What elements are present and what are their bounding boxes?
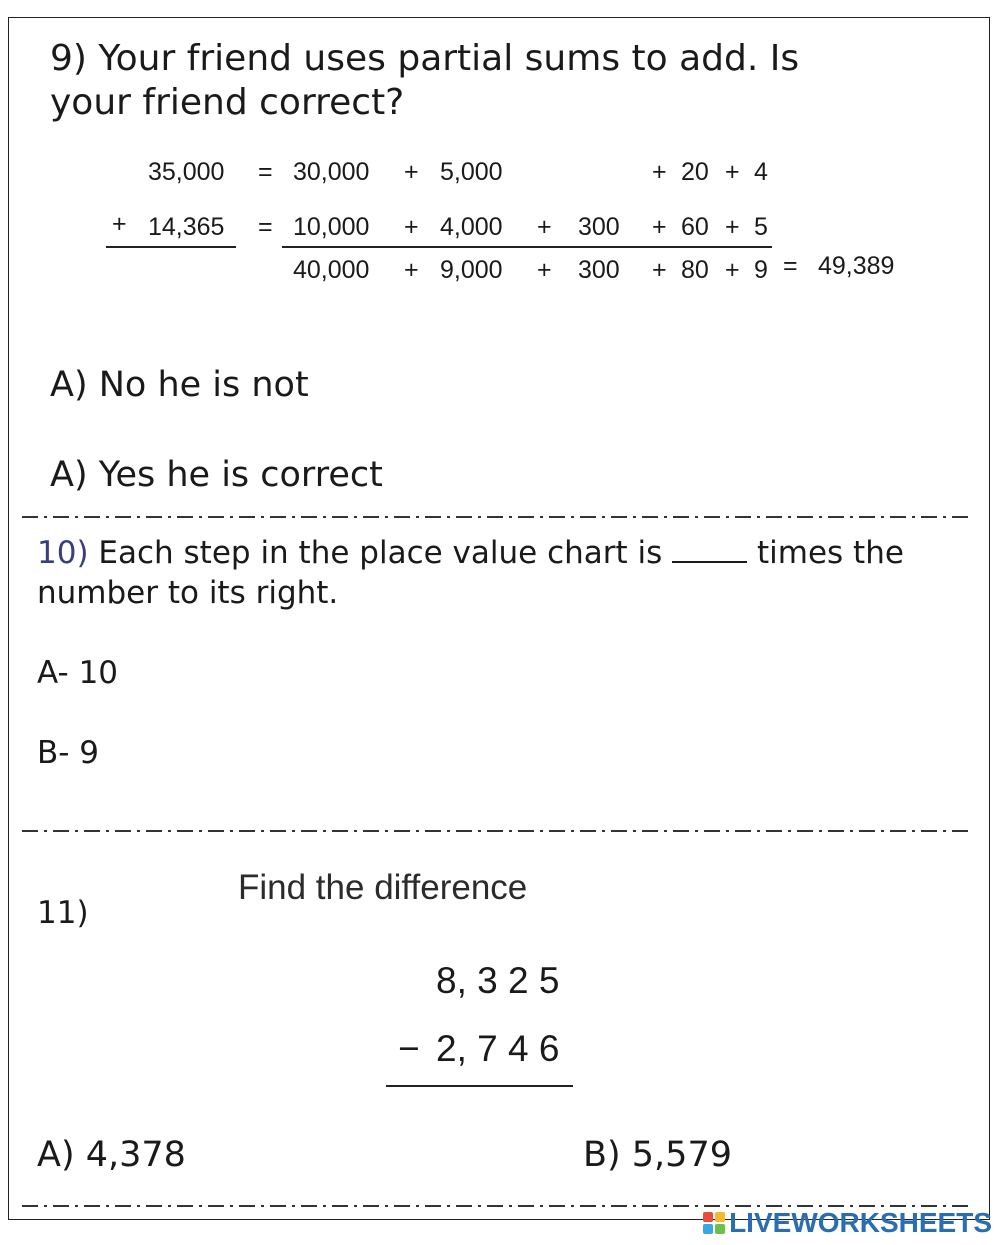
q10-question-line1	[37, 535, 904, 571]
q9-question-line2: your friend correct?	[50, 82, 405, 123]
q10-option-a[interactable]: A- 10	[37, 655, 119, 691]
q10-number: 10)	[37, 535, 89, 571]
subtrahend: 2, 7 4 6	[436, 1028, 560, 1069]
addend-1: 35,000	[148, 158, 225, 186]
q9-question-line1: 9) Your friend uses partial sums to add. Is	[50, 38, 800, 79]
partial-value: 30,000	[293, 158, 370, 186]
plus-sign: +	[652, 256, 667, 284]
minus-sign: −	[398, 1028, 420, 1069]
q11-heading: Find the difference	[238, 868, 528, 907]
plus-sign: +	[652, 213, 667, 241]
plus-sign: +	[652, 158, 667, 186]
plus-sign: +	[404, 213, 419, 241]
partial-value: 5,000	[440, 158, 503, 186]
equals-sign: =	[258, 158, 273, 186]
q10-option-b[interactable]: B- 9	[37, 735, 100, 771]
plus-sign: +	[404, 256, 419, 284]
equals-sign: =	[783, 252, 798, 280]
partial-sum: 300	[578, 256, 620, 284]
partial-sum: 9,000	[440, 256, 503, 284]
q10-question-line2: number to its right.	[37, 575, 339, 611]
addend-2: 14,365	[148, 213, 225, 241]
total-sum: 49,389	[818, 252, 895, 280]
logo-text: LIVEWORKSHEETS	[729, 1207, 992, 1238]
partial-value: 4	[754, 158, 768, 186]
minuend: 8, 3 2 5	[436, 960, 560, 1001]
partial-sum: 80	[681, 256, 709, 284]
partial-value: 60	[681, 213, 709, 241]
difference-underline	[386, 1085, 573, 1087]
plus-sign: +	[404, 158, 419, 186]
partial-value: 10,000	[293, 213, 370, 241]
partial-value: 5	[754, 213, 768, 241]
q11-number: 11)	[37, 895, 89, 931]
partial-sum: 9	[754, 256, 768, 284]
q9-option-b[interactable]: A) Yes he is correct	[50, 455, 383, 495]
answer-blank	[672, 535, 747, 563]
q11-option-b[interactable]: B) 5,579	[583, 1135, 732, 1175]
q10-text: times the	[757, 535, 904, 571]
section-divider	[22, 516, 972, 518]
partial-value: 20	[681, 158, 709, 186]
partial-value: 300	[578, 213, 620, 241]
sum-underline	[106, 246, 236, 248]
partial-value: 4,000	[440, 213, 503, 241]
plus-sign: +	[725, 213, 740, 241]
plus-sign: +	[725, 158, 740, 186]
plus-sign: +	[537, 256, 552, 284]
liveworksheets-logo[interactable]	[703, 1207, 992, 1239]
section-divider	[22, 830, 972, 832]
q10-text: Each step in the place value chart is	[98, 535, 663, 571]
equals-sign: =	[258, 213, 273, 241]
logo-squares-icon	[703, 1212, 725, 1234]
partial-sum-underline	[282, 246, 772, 248]
partial-sum: 40,000	[293, 256, 370, 284]
plus-sign: +	[537, 213, 552, 241]
plus-sign: +	[725, 256, 740, 284]
plus-sign: +	[112, 210, 127, 238]
q11-option-a[interactable]: A) 4,378	[37, 1135, 186, 1175]
q9-option-a[interactable]: A) No he is not	[50, 365, 309, 405]
